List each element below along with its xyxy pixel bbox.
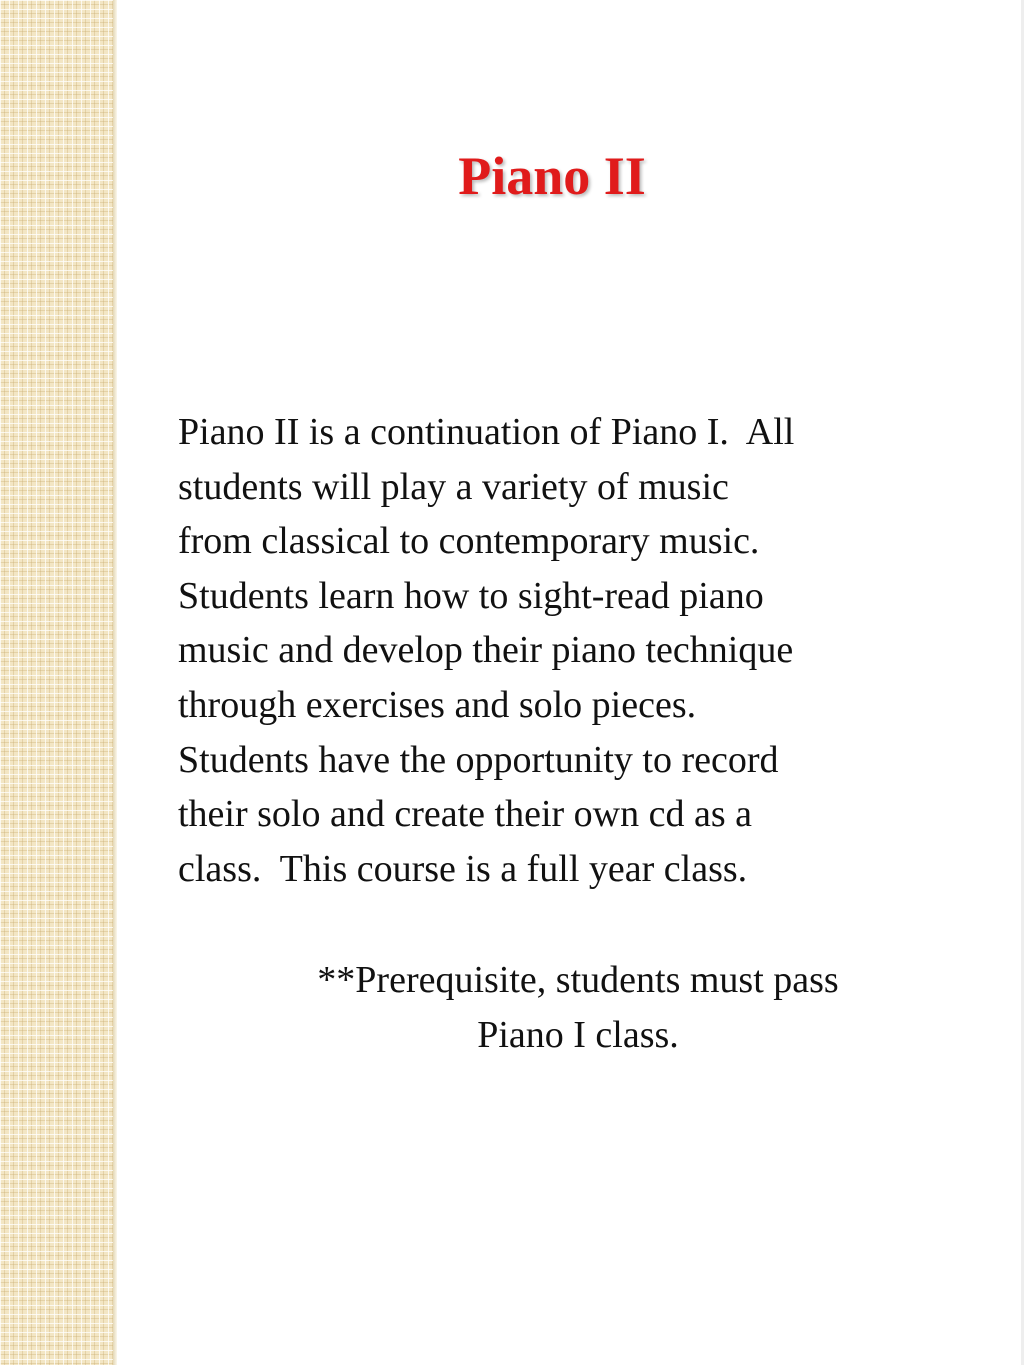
course-description: Piano II is a continuation of Piano I. All students will play a variety of music from classical to contemporary music. Students learn how to sight-read piano music and develop their piano technique through exercises and solo pieces. Students have the opportunity to record their solo and create their own cd as a class. This course is a full year class. (178, 411, 795, 890)
side-pattern-edge (113, 0, 117, 1365)
prerequisite-note: **Prerequisite, students must pass Piano I class. (317, 959, 839, 1056)
decorative-side-pattern (0, 0, 113, 1365)
slide-title: Piano II (458, 146, 646, 206)
